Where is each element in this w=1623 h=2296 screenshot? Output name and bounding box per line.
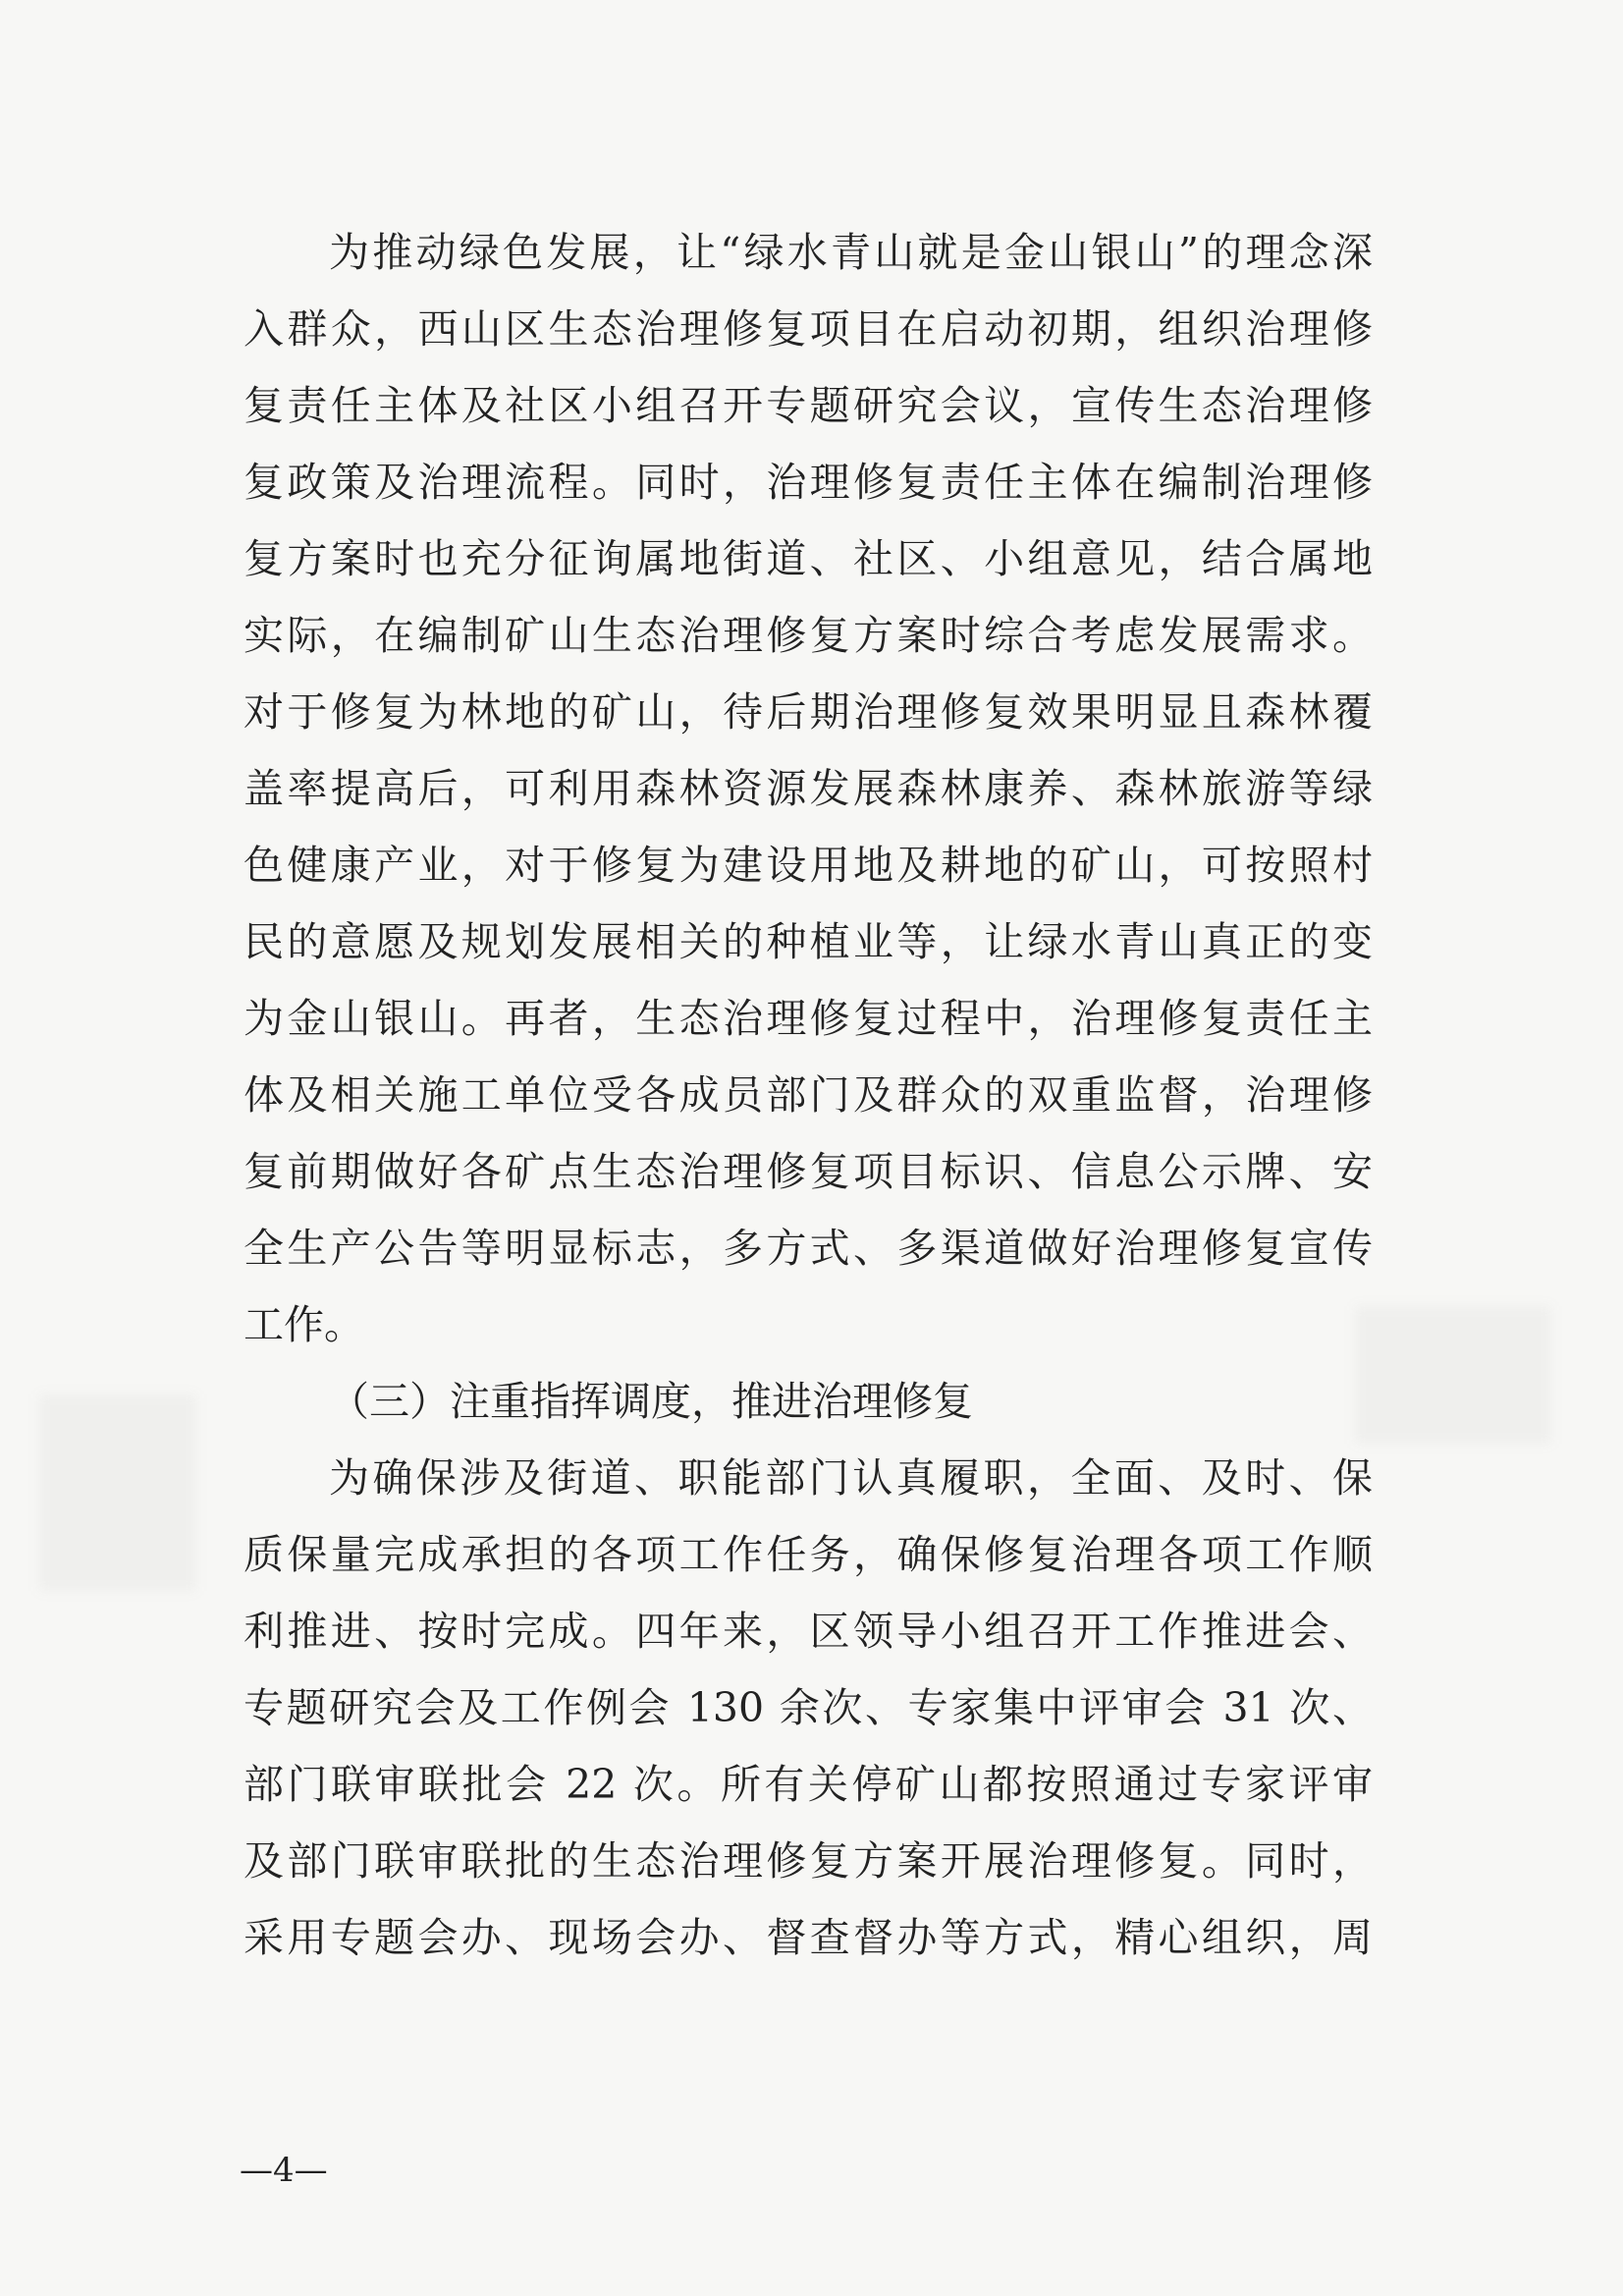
section-heading: （三）注重指挥调度，推进治理修复 xyxy=(329,1378,973,1425)
bleed-through-shadow xyxy=(1355,1306,1551,1444)
paragraph-1-line-3: 复责任主体及社区小组召开专题研究会议，宣传生态治理修 xyxy=(243,382,1373,429)
paragraph-2-line-7: 采用专题会办、现场会办、督查督办等方式，精心组织，周 xyxy=(243,1914,1373,1961)
paragraph-1-line-13: 复前期做好各矿点生态治理修复项目标识、信息公示牌、安 xyxy=(243,1148,1373,1195)
paragraph-1-line-5: 复方案时也充分征询属地街道、社区、小组意见，结合属地 xyxy=(243,535,1373,582)
paragraph-1-line-8: 盖率提高后，可利用森林资源发展森林康养、森林旅游等绿 xyxy=(243,765,1373,812)
paragraph-1-line-11: 为金山银山。再者，生态治理修复过程中，治理修复责任主 xyxy=(243,995,1373,1042)
paragraph-1-line-6: 实际，在编制矿山生态治理修复方案时综合考虑发展需求。 xyxy=(243,612,1373,659)
paragraph-1-line-14: 全生产公告等明显标志，多方式、多渠道做好治理修复宣传 xyxy=(243,1225,1373,1272)
paragraph-2-line-3: 利推进、按时完成。四年来，区领导小组召开工作推进会、 xyxy=(243,1608,1373,1655)
paragraph-2-line-5: 部门联审联批会 22 次。所有关停矿山都按照通过专家评审 xyxy=(243,1761,1373,1808)
paragraph-1-line-7: 对于修复为林地的矿山，待后期治理修复效果明显且森林覆 xyxy=(243,688,1373,736)
paragraph-1-line-9: 色健康产业，对于修复为建设用地及耕地的矿山，可按照村 xyxy=(243,842,1373,889)
paragraph-2-line-6: 及部门联审联批的生态治理修复方案开展治理修复。同时， xyxy=(243,1837,1373,1885)
paragraph-1-line-2: 入群众，西山区生态治理修复项目在启动初期，组织治理修 xyxy=(243,305,1373,353)
paragraph-2-line-1: 为确保涉及街道、职能部门认真履职，全面、及时、保 xyxy=(329,1454,1373,1502)
paragraph-1-line-12: 体及相关施工单位受各成员部门及群众的双重监督，治理修 xyxy=(243,1071,1373,1119)
paragraph-2-line-2: 质保量完成承担的各项工作任务，确保修复治理各项工作顺 xyxy=(243,1531,1373,1578)
paragraph-1-line-4: 复政策及治理流程。同时，治理修复责任主体在编制治理修 xyxy=(243,459,1373,506)
page-number: —4— xyxy=(240,2151,328,2190)
paragraph-2-line-4: 专题研究会及工作例会 130 余次、专家集中评审会 31 次、 xyxy=(243,1684,1373,1731)
paragraph-1-line-1: 为推动绿色发展，让“绿水青山就是金山银山”的理念深 xyxy=(329,229,1373,276)
bleed-through-shadow xyxy=(39,1394,196,1591)
paragraph-1-line-10: 民的意愿及规划发展相关的种植业等，让绿水青山真正的变 xyxy=(243,918,1373,965)
paragraph-1-line-15: 工作。 xyxy=(243,1301,364,1348)
